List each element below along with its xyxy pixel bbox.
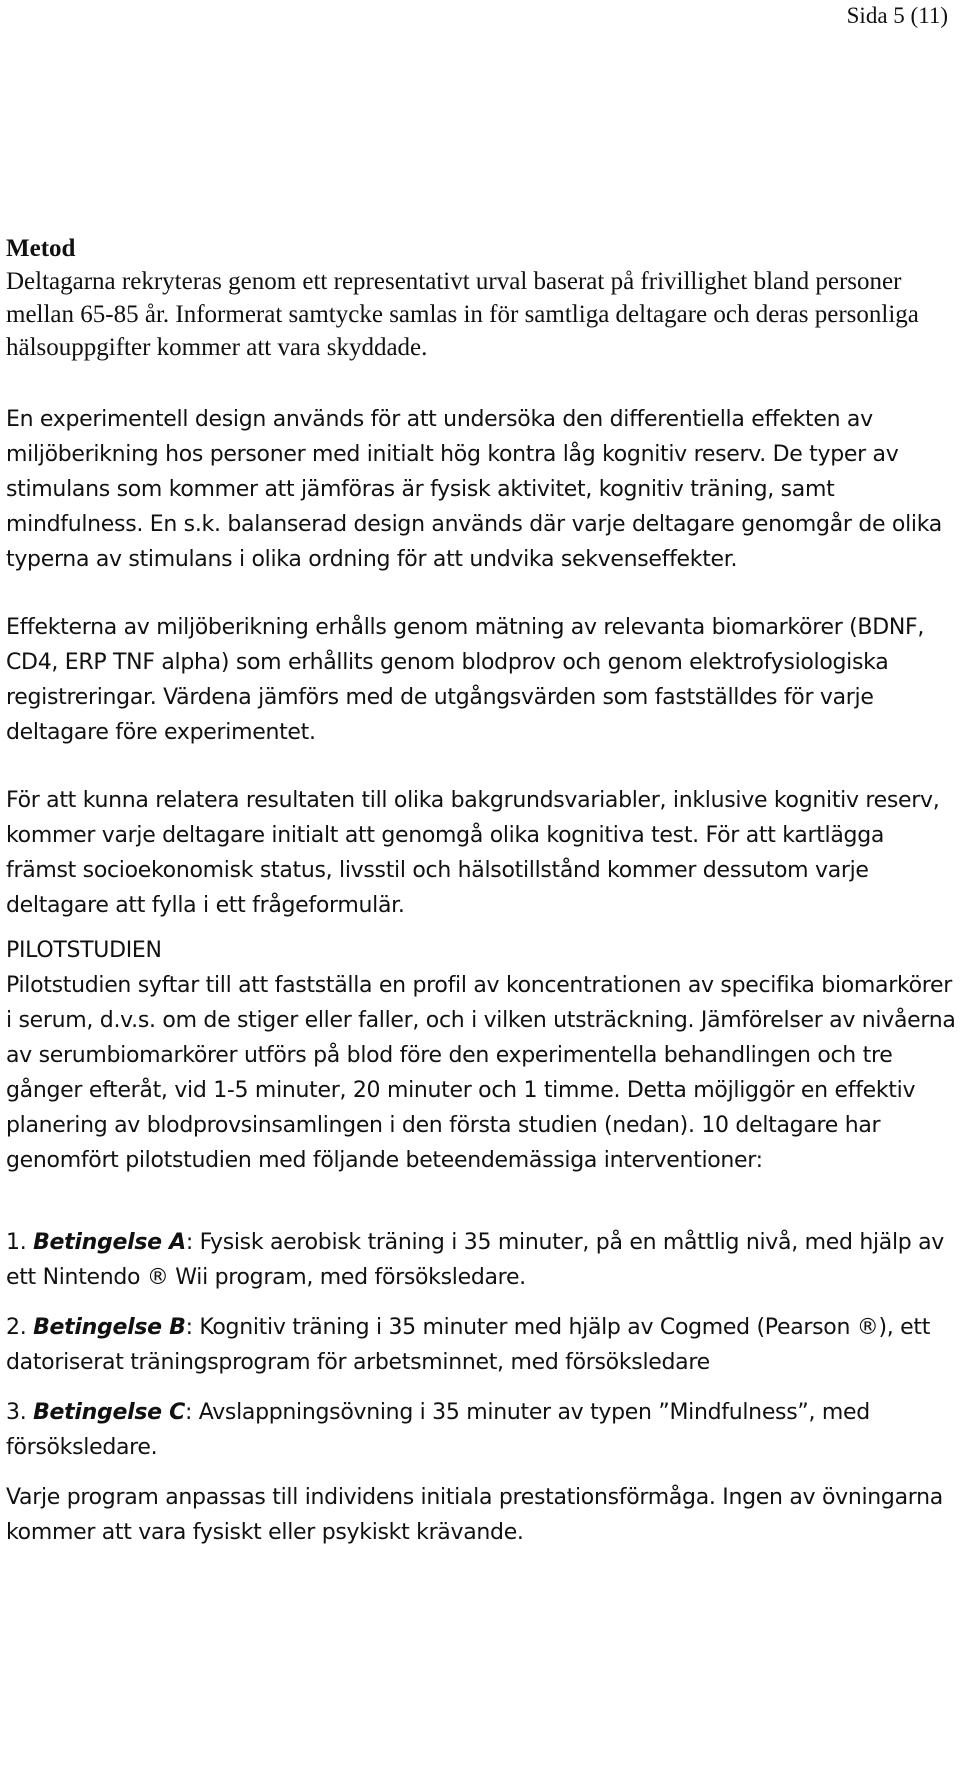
condition-item xyxy=(6,1395,956,1465)
condition-text: : Fysisk aerobisk träning i 35 minuter, på en måttlig nivå, med hjälp av ett Nintendo ® Wii program, med försöksledare. xyxy=(6,1230,945,1290)
condition-item xyxy=(6,1225,956,1295)
background-paragraph: För att kunna relatera resultaten till olika bakgrundsvariabler, inklusive kognitiv reserv, kommer varje deltagare initialt att genomgå olika kognitiva test. För att kartlägga främst socioekonomisk status, livsstil och hälsotillstånd kommer dessutom varje deltagare att fylla i ett frågeformulär. xyxy=(6,788,940,918)
pilot-paragraph: Pilotstudien syftar till att fastställa en profil av koncentrationen av specifika biomarkörer i serum, d.v.s. om de stiger eller faller, och i vilken utsträckning. Jämförelser av nivåerna av serumbiomarkörer utförs på blod före den experimentella behandlingen och tre gånger efteråt, vid 1-5 minuter, 20 minuter och 1 timme. Detta möjliggör en effektiv planering av blodprovsinsamlingen i den första studien (nedan). 10 deltagare har genomfört pilotstudien med följande beteendemässiga interventioner: xyxy=(6,973,956,1173)
metod-paragraph: Deltagarna rekryteras genom ett representativt urval baserat på frivillighet bland personer mellan 65-85 år. Informerat samtycke samlas in för samtliga deltagare och deras personliga hälsouppgifter kommer att vara skyddade. xyxy=(6,268,919,361)
condition-number: 3. xyxy=(6,1400,27,1425)
condition-item xyxy=(6,1310,956,1380)
condition-name: Betingelse C xyxy=(33,1400,185,1425)
closing-paragraph: Varje program anpassas till individens initiala prestationsförmåga. Ingen av övningarna kommer att vara fysiskt eller psykiskt krävande. xyxy=(6,1485,943,1545)
page-number: Sida 5 (11) xyxy=(846,3,948,28)
condition-text: : Kognitiv träning i 35 minuter med hjälp av Cogmed (Pearson ®), ett datoriserat träningsprogram för arbetsminnet, med försöksledare xyxy=(6,1315,931,1375)
section-heading-pilot: PILOTSTUDIEN xyxy=(6,938,162,963)
condition-number: 1. xyxy=(6,1230,27,1255)
condition-name: Betingelse B xyxy=(33,1315,186,1340)
condition-number: 2. xyxy=(6,1315,27,1340)
effects-paragraph: Effekterna av miljöberikning erhålls genom mätning av relevanta biomarkörer (BDNF, CD4, ERP TNF alpha) som erhållits genom blodprov och genom elektrofysiologiska registreringar. Värdena jämförs med de utgångsvärden som fastställdes för varje deltagare före experimentet. xyxy=(6,615,925,745)
condition-text: : Avslappningsövning i 35 minuter av typen ”Mindfulness”, med försöksledare. xyxy=(6,1400,870,1460)
design-paragraph: En experimentell design används för att undersöka den differentiella effekten av miljöberikning hos personer med initialt hög kontra låg kognitiv reserv. De typer av stimulans som kommer att jämföras är fysisk aktivitet, kognitiv träning, samt mindfulness. En s.k. balanserad design används där varje deltagare genomgår de olika typerna av stimulans i olika ordning för att undvika sekvenseffekter. xyxy=(6,407,942,572)
section-heading-metod: Metod xyxy=(6,235,76,262)
document-body xyxy=(6,232,956,1550)
condition-name: Betingelse A xyxy=(33,1230,186,1255)
